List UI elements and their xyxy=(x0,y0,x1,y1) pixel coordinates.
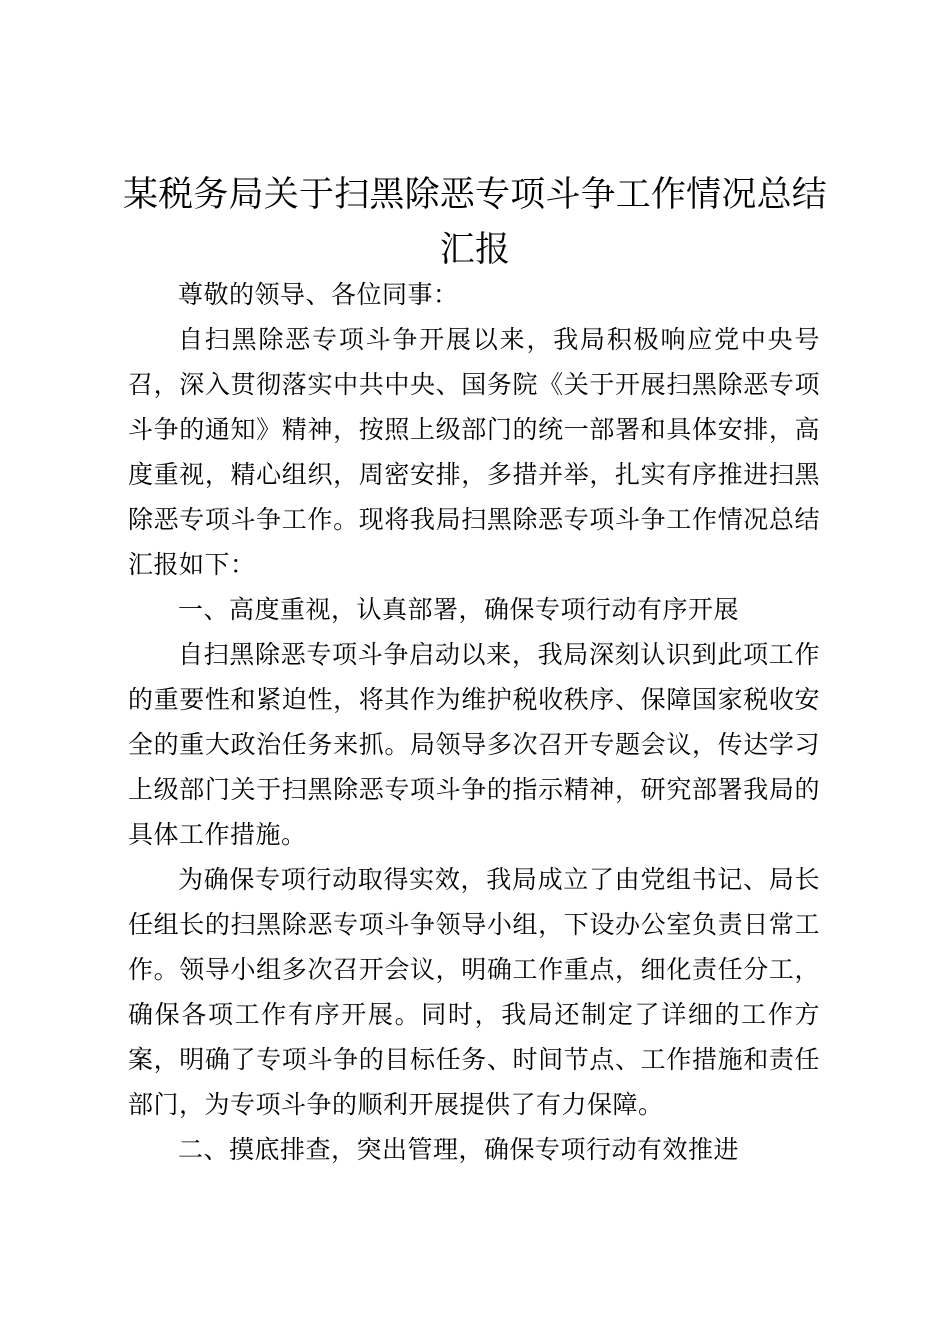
section-heading-1: 一、高度重视，认真部署，确保专项行动有序开展 xyxy=(178,595,740,624)
document-title: 某税务局关于扫黑除恶专项斗争工作情况总结汇报 xyxy=(122,175,827,270)
section-heading-2: 二、摸底排查，突出管理，确保专项行动有效推进 xyxy=(178,1135,740,1164)
intro-paragraph: 自扫黑除恶专项斗争开展以来，我局积极响应党中央号召，深入贯彻落实中共中央、国务院《关于开展扫黑除恶专项斗争的通知》精神，按照上级部门的统一部署和具体安排，高度重视，精心组织，周密安排，多措并举，扎实有序推进扫黑除恶专项斗争工作。现将我局扫黑除恶专项斗争工作情况总结汇报如下： xyxy=(128,325,820,579)
salutation: 尊敬的领导、各位同事： xyxy=(178,280,459,309)
body-paragraph: 为确保专项行动取得实效，我局成立了由党组书记、局长任组长的扫黑除恶专项斗争领导小组，下设办公室负责日常工作。领导小组多次召开会议，明确工作重点，细化责任分工，确保各项工作有序开展。同时，我局还制定了详细的工作方案，明确了专项斗争的目标任务、时间节点、工作措施和责任部门，为专项斗争的顺利开展提供了有力保障。 xyxy=(128,865,820,1119)
body-paragraph: 自扫黑除恶专项斗争启动以来，我局深刻认识到此项工作的重要性和紧迫性，将其作为维护税收秩序、保障国家税收安全的重大政治任务来抓。局领导多次召开专题会议，传达学习上级部门关于扫黑除恶专项斗争的指示精神，研究部署我局的具体工作措施。 xyxy=(128,640,820,849)
document-body xyxy=(128,272,820,1172)
